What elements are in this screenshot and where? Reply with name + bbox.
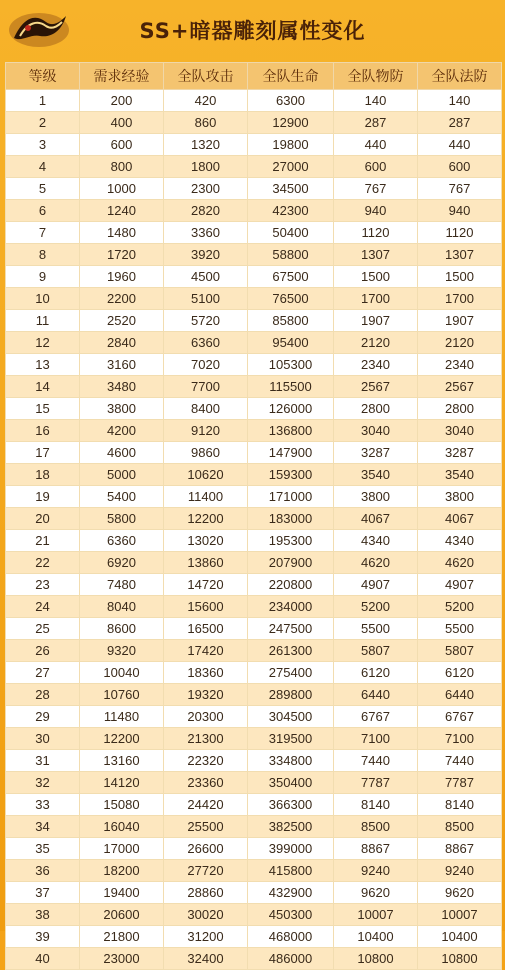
cell-team-hp: 415800 [248,860,334,882]
cell-required-exp: 6920 [80,552,164,574]
cell-required-exp: 16040 [80,816,164,838]
table-row [6,662,502,684]
cell-level: 14 [6,376,80,398]
table-row [6,772,502,794]
cell-team-attack: 25500 [164,816,248,838]
cell-team-hp: 234000 [248,596,334,618]
cell-team-pdef: 2800 [334,398,418,420]
cell-required-exp: 5400 [80,486,164,508]
cell-required-exp: 18200 [80,860,164,882]
cell-level: 1 [6,90,80,112]
header-level: 等级 [6,63,80,90]
cell-required-exp: 20600 [80,904,164,926]
table-row [6,332,502,354]
cell-required-exp: 3160 [80,354,164,376]
cell-team-pdef: 1907 [334,310,418,332]
cell-team-pdef: 5500 [334,618,418,640]
cell-required-exp: 12200 [80,728,164,750]
table-row [6,838,502,860]
cell-team-pdef: 7787 [334,772,418,794]
cell-team-hp: 58800 [248,244,334,266]
table-row [6,310,502,332]
cell-level: 31 [6,750,80,772]
table-row [6,816,502,838]
cell-team-attack: 18360 [164,662,248,684]
cell-team-pdef: 2120 [334,332,418,354]
cell-team-hp: 105300 [248,354,334,376]
table-row [6,222,502,244]
cell-team-mdef: 1307 [418,244,502,266]
cell-team-pdef: 10400 [334,926,418,948]
cell-team-mdef: 6767 [418,706,502,728]
cell-team-hp: 399000 [248,838,334,860]
cell-team-attack: 2300 [164,178,248,200]
cell-team-hp: 12900 [248,112,334,134]
cell-team-attack: 12200 [164,508,248,530]
cell-team-attack: 26600 [164,838,248,860]
table-row [6,288,502,310]
cell-team-pdef: 7440 [334,750,418,772]
cell-team-pdef: 3040 [334,420,418,442]
table-row [6,354,502,376]
cell-team-pdef: 3540 [334,464,418,486]
cell-required-exp: 1480 [80,222,164,244]
table-row [6,398,502,420]
cell-required-exp: 15080 [80,794,164,816]
cell-team-mdef: 3287 [418,442,502,464]
cell-team-hp: 432900 [248,882,334,904]
cell-team-mdef: 7100 [418,728,502,750]
cell-team-pdef: 6120 [334,662,418,684]
cell-team-attack: 30020 [164,904,248,926]
cell-level: 32 [6,772,80,794]
cell-team-pdef: 7100 [334,728,418,750]
cell-team-mdef: 3040 [418,420,502,442]
cell-team-attack: 15600 [164,596,248,618]
cell-team-attack: 16500 [164,618,248,640]
cell-team-attack: 27720 [164,860,248,882]
cell-team-attack: 1320 [164,134,248,156]
cell-team-hp: 195300 [248,530,334,552]
title-bar [0,0,505,62]
cell-team-attack: 8400 [164,398,248,420]
cell-required-exp: 2840 [80,332,164,354]
cell-level: 27 [6,662,80,684]
cell-team-attack: 32400 [164,948,248,970]
cell-team-mdef: 2567 [418,376,502,398]
cell-team-attack: 21300 [164,728,248,750]
header-team-attack: 全队攻击 [164,63,248,90]
cell-team-attack: 5720 [164,310,248,332]
cell-level: 37 [6,882,80,904]
cell-team-hp: 27000 [248,156,334,178]
cell-team-hp: 6300 [248,90,334,112]
cell-team-mdef: 4340 [418,530,502,552]
cell-team-mdef: 9620 [418,882,502,904]
cell-required-exp: 17000 [80,838,164,860]
cell-level: 38 [6,904,80,926]
cell-level: 34 [6,816,80,838]
cell-team-attack: 9860 [164,442,248,464]
cell-required-exp: 2520 [80,310,164,332]
table-row [6,750,502,772]
table-row [6,530,502,552]
cell-team-hp: 247500 [248,618,334,640]
cell-team-hp: 366300 [248,794,334,816]
cell-level: 24 [6,596,80,618]
cell-team-mdef: 5500 [418,618,502,640]
cell-team-pdef: 767 [334,178,418,200]
table-row [6,508,502,530]
cell-team-attack: 3920 [164,244,248,266]
cell-team-hp: 67500 [248,266,334,288]
cell-team-attack: 4500 [164,266,248,288]
cell-team-pdef: 9620 [334,882,418,904]
cell-team-attack: 2820 [164,200,248,222]
cell-team-attack: 3360 [164,222,248,244]
cell-team-mdef: 7787 [418,772,502,794]
cell-team-attack: 860 [164,112,248,134]
cell-team-hp: 42300 [248,200,334,222]
cell-team-attack: 420 [164,90,248,112]
cell-required-exp: 200 [80,90,164,112]
table-row [6,706,502,728]
cell-team-pdef: 1120 [334,222,418,244]
cell-level: 11 [6,310,80,332]
cell-team-hp: 220800 [248,574,334,596]
cell-required-exp: 23000 [80,948,164,970]
table-row [6,376,502,398]
cell-team-mdef: 5807 [418,640,502,662]
cell-level: 18 [6,464,80,486]
cell-level: 21 [6,530,80,552]
cell-required-exp: 4200 [80,420,164,442]
cell-team-mdef: 1907 [418,310,502,332]
cell-level: 23 [6,574,80,596]
cell-required-exp: 2200 [80,288,164,310]
cell-team-mdef: 440 [418,134,502,156]
table-row [6,596,502,618]
table-row [6,266,502,288]
cell-team-mdef: 8867 [418,838,502,860]
table-row [6,90,502,112]
cell-level: 26 [6,640,80,662]
table-row [6,420,502,442]
cell-team-pdef: 3800 [334,486,418,508]
cell-required-exp: 13160 [80,750,164,772]
cell-level: 8 [6,244,80,266]
table-row [6,728,502,750]
cell-required-exp: 8600 [80,618,164,640]
cell-required-exp: 21800 [80,926,164,948]
cell-level: 9 [6,266,80,288]
cell-team-pdef: 10800 [334,948,418,970]
cell-required-exp: 600 [80,134,164,156]
table-row [6,486,502,508]
cell-team-pdef: 6767 [334,706,418,728]
cell-team-hp: 19800 [248,134,334,156]
table-row [6,134,502,156]
cell-required-exp: 1720 [80,244,164,266]
cell-team-attack: 6360 [164,332,248,354]
table-row [6,860,502,882]
header-team-mdef: 全队法防 [418,63,502,90]
cell-team-pdef: 10007 [334,904,418,926]
cell-team-mdef: 10007 [418,904,502,926]
cell-team-hp: 147900 [248,442,334,464]
cell-required-exp: 7480 [80,574,164,596]
cell-team-hp: 171000 [248,486,334,508]
cell-team-mdef: 2800 [418,398,502,420]
cell-team-hp: 304500 [248,706,334,728]
cell-level: 40 [6,948,80,970]
cell-team-mdef: 3800 [418,486,502,508]
cell-team-attack: 1800 [164,156,248,178]
cell-level: 25 [6,618,80,640]
cell-team-mdef: 4620 [418,552,502,574]
cell-team-mdef: 9240 [418,860,502,882]
cell-level: 15 [6,398,80,420]
cell-team-pdef: 3287 [334,442,418,464]
cell-team-hp: 334800 [248,750,334,772]
cell-team-pdef: 2340 [334,354,418,376]
cell-required-exp: 5800 [80,508,164,530]
cell-team-mdef: 4067 [418,508,502,530]
table-row [6,882,502,904]
cell-level: 29 [6,706,80,728]
attribute-table [5,62,502,970]
cell-required-exp: 9320 [80,640,164,662]
page-title: SS+暗器雕刻属性变化 [139,19,366,43]
cell-level: 4 [6,156,80,178]
cell-team-attack: 28860 [164,882,248,904]
cell-required-exp: 10040 [80,662,164,684]
table-row [6,244,502,266]
cell-required-exp: 6360 [80,530,164,552]
cell-team-mdef: 1500 [418,266,502,288]
cell-required-exp: 1240 [80,200,164,222]
table-row [6,640,502,662]
cell-team-mdef: 767 [418,178,502,200]
cell-team-mdef: 940 [418,200,502,222]
cell-team-attack: 17420 [164,640,248,662]
cell-team-hp: 486000 [248,948,334,970]
cell-team-pdef: 4340 [334,530,418,552]
cell-team-pdef: 140 [334,90,418,112]
cell-required-exp: 10760 [80,684,164,706]
cell-level: 3 [6,134,80,156]
cell-level: 33 [6,794,80,816]
cell-required-exp: 19400 [80,882,164,904]
cell-level: 17 [6,442,80,464]
header-team-hp: 全队生命 [248,63,334,90]
cell-team-attack: 11400 [164,486,248,508]
cell-level: 13 [6,354,80,376]
cell-team-hp: 34500 [248,178,334,200]
table-row [6,794,502,816]
cell-level: 39 [6,926,80,948]
cell-team-pdef: 5200 [334,596,418,618]
cell-team-attack: 7020 [164,354,248,376]
cell-team-mdef: 10800 [418,948,502,970]
cell-team-hp: 261300 [248,640,334,662]
cell-team-pdef: 940 [334,200,418,222]
cell-level: 12 [6,332,80,354]
cell-level: 19 [6,486,80,508]
cell-team-mdef: 6440 [418,684,502,706]
table-row [6,442,502,464]
cell-team-hp: 115500 [248,376,334,398]
cell-team-hp: 319500 [248,728,334,750]
cell-level: 36 [6,860,80,882]
cell-team-hp: 136800 [248,420,334,442]
cell-team-attack: 24420 [164,794,248,816]
cell-required-exp: 3800 [80,398,164,420]
cell-team-mdef: 2120 [418,332,502,354]
cell-team-mdef: 600 [418,156,502,178]
cell-team-mdef: 287 [418,112,502,134]
cell-team-pdef: 1307 [334,244,418,266]
table-row [6,552,502,574]
cell-team-attack: 5100 [164,288,248,310]
cell-required-exp: 800 [80,156,164,178]
cell-team-hp: 289800 [248,684,334,706]
cell-team-hp: 85800 [248,310,334,332]
cell-team-attack: 31200 [164,926,248,948]
cell-team-hp: 50400 [248,222,334,244]
cell-team-attack: 14720 [164,574,248,596]
table-row [6,926,502,948]
cell-level: 30 [6,728,80,750]
cell-team-mdef: 8140 [418,794,502,816]
cell-team-attack: 20300 [164,706,248,728]
cell-level: 20 [6,508,80,530]
cell-required-exp: 1000 [80,178,164,200]
cell-team-pdef: 5807 [334,640,418,662]
cell-required-exp: 3480 [80,376,164,398]
cell-team-hp: 382500 [248,816,334,838]
cell-team-hp: 207900 [248,552,334,574]
cell-team-mdef: 1700 [418,288,502,310]
cell-level: 6 [6,200,80,222]
cell-team-pdef: 2567 [334,376,418,398]
cell-team-hp: 76500 [248,288,334,310]
cell-team-pdef: 287 [334,112,418,134]
table-row [6,904,502,926]
cell-team-pdef: 440 [334,134,418,156]
cell-team-hp: 450300 [248,904,334,926]
cell-required-exp: 400 [80,112,164,134]
cell-team-mdef: 5200 [418,596,502,618]
table-row [6,948,502,970]
cell-level: 28 [6,684,80,706]
cell-required-exp: 11480 [80,706,164,728]
cell-team-mdef: 10400 [418,926,502,948]
table-body [6,90,502,970]
cell-level: 5 [6,178,80,200]
table-row [6,574,502,596]
cell-team-pdef: 9240 [334,860,418,882]
cell-team-attack: 19320 [164,684,248,706]
cell-team-pdef: 1700 [334,288,418,310]
cell-team-attack: 22320 [164,750,248,772]
table-row [6,684,502,706]
cell-team-mdef: 2340 [418,354,502,376]
cell-team-attack: 23360 [164,772,248,794]
cell-team-pdef: 8140 [334,794,418,816]
table-row [6,112,502,134]
cell-team-mdef: 8500 [418,816,502,838]
cell-team-hp: 95400 [248,332,334,354]
header-team-pdef: 全队物防 [334,63,418,90]
cell-team-mdef: 3540 [418,464,502,486]
cell-team-hp: 183000 [248,508,334,530]
cell-team-hp: 159300 [248,464,334,486]
cell-team-hp: 350400 [248,772,334,794]
cell-team-attack: 10620 [164,464,248,486]
cell-team-hp: 126000 [248,398,334,420]
cell-team-pdef: 4907 [334,574,418,596]
cell-level: 7 [6,222,80,244]
table-row [6,178,502,200]
cell-team-pdef: 8867 [334,838,418,860]
cell-team-attack: 9120 [164,420,248,442]
cell-team-pdef: 4067 [334,508,418,530]
cell-level: 16 [6,420,80,442]
cell-team-mdef: 6120 [418,662,502,684]
cell-team-mdef: 4907 [418,574,502,596]
cell-team-mdef: 1120 [418,222,502,244]
cell-team-mdef: 7440 [418,750,502,772]
table-row [6,200,502,222]
table-header-row [6,63,502,90]
cell-required-exp: 1960 [80,266,164,288]
cell-level: 35 [6,838,80,860]
cell-team-pdef: 600 [334,156,418,178]
table-row [6,464,502,486]
cell-required-exp: 4600 [80,442,164,464]
cell-team-attack: 7700 [164,376,248,398]
cell-level: 22 [6,552,80,574]
cell-team-pdef: 8500 [334,816,418,838]
cell-team-mdef: 140 [418,90,502,112]
header-required-exp: 需求经验 [80,63,164,90]
cell-team-attack: 13860 [164,552,248,574]
cell-team-pdef: 1500 [334,266,418,288]
table-row [6,618,502,640]
cell-team-pdef: 6440 [334,684,418,706]
cell-level: 10 [6,288,80,310]
cell-required-exp: 5000 [80,464,164,486]
table-row [6,156,502,178]
cell-required-exp: 14120 [80,772,164,794]
cell-team-pdef: 4620 [334,552,418,574]
cell-required-exp: 8040 [80,596,164,618]
cell-team-attack: 13020 [164,530,248,552]
cell-level: 2 [6,112,80,134]
cell-team-hp: 275400 [248,662,334,684]
cell-team-hp: 468000 [248,926,334,948]
